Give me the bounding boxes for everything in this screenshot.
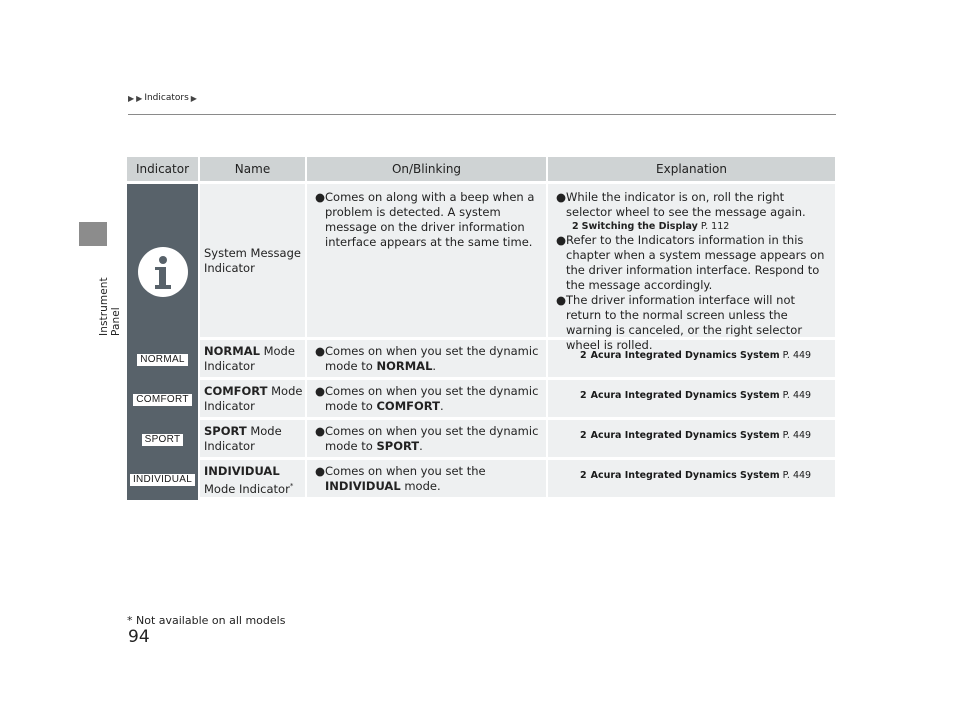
triangle-icon: ▶ (190, 93, 197, 103)
header-rule (128, 114, 836, 115)
indicator-cell (127, 460, 200, 500)
table-row (127, 380, 835, 417)
table-row (127, 420, 835, 457)
triangle-icon: ▶ (128, 93, 135, 103)
normal-mode-icon: NORMAL (137, 354, 188, 366)
ref-title: Switching the Display (581, 221, 698, 232)
bullet-icon: ● (556, 233, 567, 247)
indicator-name: COMFORT Mode Indicator (200, 380, 307, 420)
arrow-icon: 2 (580, 390, 587, 401)
comfort-mode-icon: COMFORT (133, 394, 191, 406)
indicator-name: NORMAL Mode Indicator (200, 340, 307, 380)
sport-mode-icon: SPORT (142, 434, 184, 446)
on-blinking-cell: ● Comes on when you set the dynamic mode to COMFORT. (307, 380, 548, 420)
column-header: Indicator (127, 157, 200, 181)
triangle-icon: ▶ (136, 93, 143, 103)
arrow-icon: 2 (580, 470, 587, 481)
explanation-text: The driver information interface will not return to the normal screen unless the warning is canceled, or the right selector wheel is rolled. (566, 293, 803, 352)
bullet-icon: ● (556, 190, 567, 204)
explanation-text: While the indicator is on, roll the right selector wheel to see the message again. (566, 190, 806, 219)
cross-reference-link[interactable]: 2 Acura Integrated Dynamics System P. 449 (580, 350, 812, 361)
column-header: On/Blinking (307, 157, 548, 181)
table-row (127, 460, 835, 497)
arrow-icon: 2 (572, 221, 579, 232)
bullet-icon: ● (556, 293, 567, 307)
explanation-text: Refer to the Indicators information in this chapter when a system message appears on the driver information interface. Respond to the message accordingly. (566, 233, 825, 292)
cross-reference-link[interactable]: 2 Acura Integrated Dynamics System P. 449 (580, 470, 812, 481)
individual-mode-icon: INDIVIDUAL (130, 474, 195, 486)
breadcrumb-item[interactable]: Indicators (144, 93, 189, 103)
on-blinking-cell: ● Comes on when you set the dynamic mode to NORMAL. (307, 340, 548, 380)
indicator-name: SPORT Mode Indicator (200, 420, 307, 460)
explanation-cell (548, 184, 835, 359)
section-tab (79, 222, 107, 246)
bullet-icon: ● (315, 384, 326, 398)
column-header: Explanation (656, 162, 727, 176)
indicator-name: System Message Indicator (200, 184, 307, 359)
cross-reference-link[interactable] (556, 220, 829, 233)
bullet-icon: ● (315, 424, 326, 438)
indicator-cell (127, 340, 200, 380)
table-header (127, 157, 835, 181)
bullet-icon: ● (315, 344, 326, 358)
indicator-table (127, 157, 835, 497)
ref-page: P. 112 (700, 221, 730, 232)
indicator-name: INDIVIDUAL Mode Indicator* (200, 460, 307, 500)
on-blinking-cell (307, 184, 548, 359)
bullet-icon: ● (315, 464, 326, 478)
table-row (127, 340, 835, 377)
indicator-cell (127, 420, 200, 460)
arrow-icon: 2 (580, 350, 587, 361)
section-label: Instrument Panel (98, 277, 122, 336)
cross-reference-link[interactable]: 2 Acura Integrated Dynamics System P. 449 (580, 390, 812, 401)
indicator-cell (127, 184, 200, 359)
indicator-cell (127, 380, 200, 420)
page-number: 94 (128, 627, 150, 647)
arrow-icon: 2 (580, 430, 587, 441)
info-icon (138, 247, 188, 297)
table-row (127, 184, 835, 352)
breadcrumb (128, 93, 197, 103)
cross-reference-link[interactable]: 2 Acura Integrated Dynamics System P. 449 (580, 430, 812, 441)
on-blinking-cell: ● Comes on when you set the INDIVIDUAL mode. (307, 460, 548, 500)
bullet-icon: ● (315, 190, 326, 204)
on-blinking-cell: ● Comes on when you set the dynamic mode to SPORT. (307, 420, 548, 460)
column-header: Name (200, 157, 307, 181)
footnote: * Not available on all models (127, 614, 286, 627)
on-text: Comes on along with a beep when a problem is detected. A system message on the driver information interface appears at the same time. (325, 190, 535, 249)
